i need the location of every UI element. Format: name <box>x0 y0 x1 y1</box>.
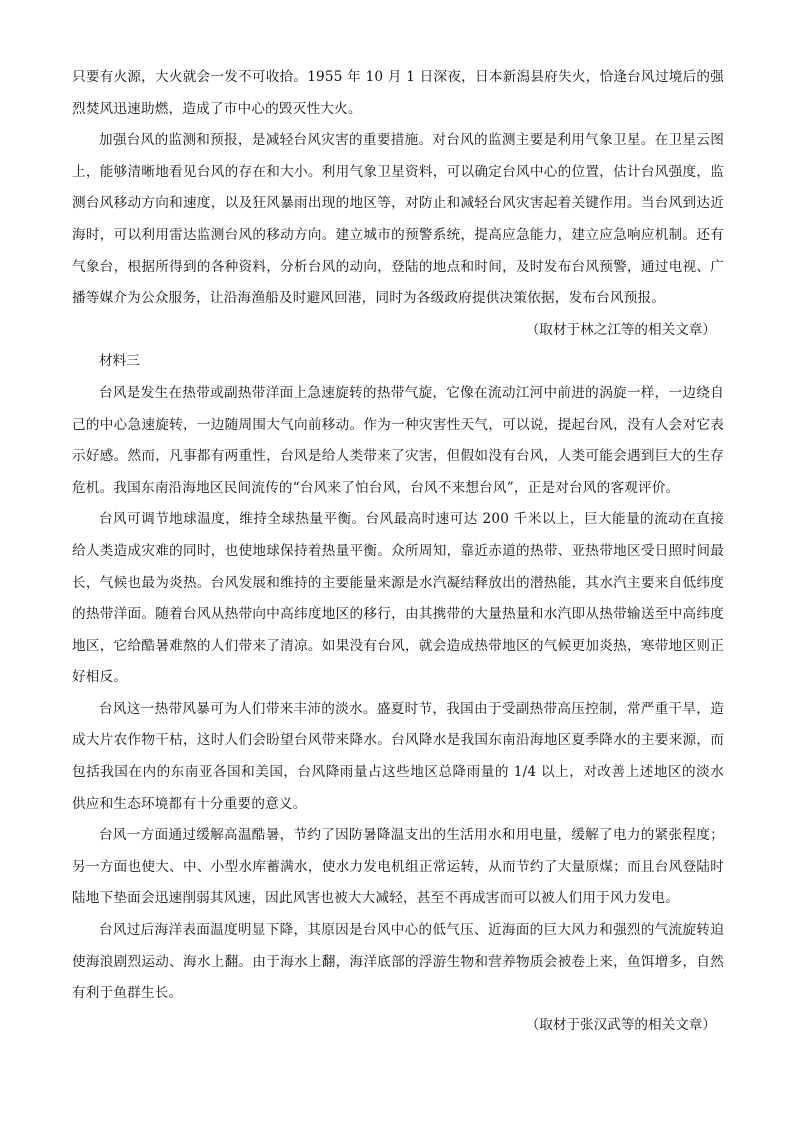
paragraph-freshwater: 台风这一热带风暴可为人们带来丰沛的淡水。盛夏时节，我国由于受副热带高压控制，常严重干旱，造成大片农作物干枯，这时人们会盼望台风带来降水。台风降水是我国东南沿海地区夏季降水的主要来源，而包括我国在内的东南亚各国和美国，台风降雨量占这些地区总降雨量的 1/4 以上，对改善上述地区的淡水供应和生态环境都有十分重要的意义。 <box>72 700 724 812</box>
paragraph-temperature-regulation: 台风可调节地球温度，维持全球热量平衡。台风最高时速可达 200 千米以上，巨大能量的流动在直接给人类造成灾难的同时，也使地球保持着热量平衡。众所周知，靠近赤道的热带、亚热带地区受日照时间最长，气候也最为炎热。台风发展和维持的主要能量来源是水汽凝结释放出的潜热能，其水汽主要来自低纬度的热带洋面。随着台风从热带向中高纬度地区的移行，由其携带的大量热量和水汽即从热带输送至中高纬度地区，它给酷暑难熬的人们带来了清凉。如果没有台风，就会造成热带地区的气候更加炎热，寒带地区则正好相反。 <box>72 511 724 686</box>
paragraph-monitoring: 加强台风的监测和预报，是减轻台风灾害的重要措施。对台风的监测主要是利用气象卫星。在卫星云图上，能够清晰地看见台风的存在和大小。利用气象卫星资料，可以确定台风中心的位置，估计台风强度，监测台风移动方向和速度，以及狂风暴雨出现的地区等，对防止和减轻台风灾害起着关键作用。当台风到达近海时，可以利用雷达监测台风的移动方向。建立城市的预警系统，提高应急能力，建立应急响应机制。还有气象台，根据所得到的各种资料，分析台风的动向，登陆的地点和时间，及时发布台风预警，通过电视、广播等媒介为公众服务，让沿海渔船及时避风回港，同时为各级政府提供决策依据，发布台风预报。 <box>72 132 724 307</box>
document-page <box>72 62 724 1041</box>
paragraph-typhoon-definition: 台风是发生在热带或副热带洋面上急速旋转的热带气旋，它像在流动江河中前进的涡旋一样，一边绕自己的中心急速旋转，一边随周围大气向前移动。作为一种灾害性天气，可以说，提起台风，没有人会对它表示好感。然而，凡事都有两重性，台风是给人类带来了灾害，但假如没有台风，人类可能会遇到巨大的生存危机。我国东南沿海地区民间流传的“台风来了怕台风，台风不来想台风”，正是对台风的客观评价。 <box>72 384 724 496</box>
source-citation-2: （取材于张汉武等的相关文章） <box>525 1016 716 1033</box>
material-heading: 材料三 <box>99 353 140 370</box>
paragraph-fishery: 台风过后海洋表面温度明显下降，其原因是台风中心的低气压、近海面的巨大风力和强烈的气流旋转迫使海浪剧烈运动、海水上翻。由于海水上翻，海洋底部的浮游生物和营养物质会被卷上来，鱼饵增多，自然有利于鱼群生长。 <box>72 922 724 1002</box>
paragraph-fire: 只要有火源，大火就会一发不可收拾。1955 年 10 月 1 日深夜，日本新潟县府失火，恰逢台风过境后的强烈焚风迅速助燃，造成了市中心的毁灭性大火。 <box>72 69 724 117</box>
paragraph-energy-saving: 台风一方面通过缓解高温酷暑，节约了因防暑降温支出的生活用水和用电量，缓解了电力的紧张程度；另一方面也使大、中、小型水库蓄满水，使水力发电机组正常运转，从而节约了大量原煤；而且台风登陆时陆地下垫面会迅速削弱其风速，因此风害也被大大减轻，甚至不再成害而可以被人们用于风力发电。 <box>72 827 724 907</box>
source-citation-1: （取材于林之江等的相关文章） <box>525 321 716 338</box>
